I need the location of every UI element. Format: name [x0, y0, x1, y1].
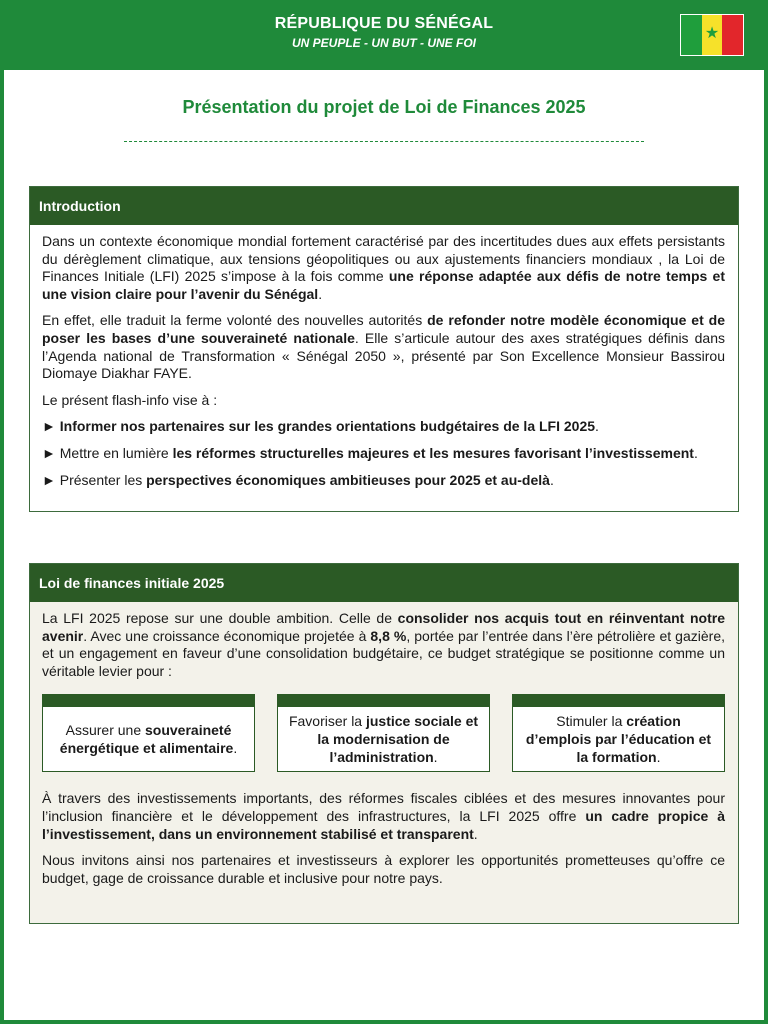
text-run: .: [549, 471, 554, 488]
flag-red-band: [722, 15, 743, 55]
text-run: .: [693, 444, 698, 461]
text-run: .: [595, 418, 599, 435]
lfi-heading: Loi de finances initiale 2025: [30, 564, 738, 602]
card-header-bar: [278, 695, 489, 707]
introduction-paragraph: Le présent flash-info vise à :: [42, 391, 218, 408]
text-run: . Elle s’articule autour des axes stratégiques définis dans l’Agenda national de Transformation « Sénégal 2050 », présenté par Son Excellence Monsieur Bassirou Diomaye Diakhar FAYE.: [42, 329, 726, 382]
text-run: À travers des investissements importants, des réformes fiscales ciblées et des mesures innovantes pour l’inclusion financière et le développement des infrastructures, la LFI 2025 offre: [42, 790, 725, 824]
star-icon: ★: [704, 25, 720, 42]
lfi-paragraph: [42, 610, 725, 680]
lfi-section: [29, 563, 739, 924]
text-run: .: [233, 740, 238, 757]
growth-rate: 8,8 %: [370, 627, 407, 644]
arrow-right-icon: ►: [42, 444, 56, 461]
flag-yellow-band: [702, 15, 723, 55]
text-run: Présenter les: [59, 471, 147, 488]
text-run: .: [433, 749, 438, 766]
text-run: La LFI 2025 repose sur une double ambition. Celle de: [42, 610, 398, 626]
objective-card: [277, 694, 490, 772]
card-header-bar: [513, 695, 724, 707]
emphasis-text: création d’emplois par l’éducation et la formation: [525, 713, 712, 766]
country-name: RÉPUBLIQUE DU SÉNÉGAL: [274, 15, 494, 32]
introduction-section: [29, 186, 739, 512]
list-item: [42, 472, 725, 490]
arrow-right-icon: ►: [42, 471, 56, 488]
introduction-paragraph: [42, 233, 725, 303]
text-run: .: [318, 285, 323, 302]
senegal-flag-icon: [680, 14, 744, 56]
lfi-body: [30, 602, 738, 904]
card-text: [278, 707, 489, 771]
introduction-heading: Introduction: [30, 187, 738, 225]
objective-card: [42, 694, 255, 772]
text-run: Stimuler la: [556, 713, 627, 730]
emphasis-text: souveraineté énergétique et alimentaire: [59, 722, 234, 757]
text-run: . Avec une croissance économique projetée à: [83, 627, 371, 644]
arrow-right-icon: ►: [42, 418, 56, 435]
text-run: Assurer une: [65, 722, 145, 739]
introduction-paragraph: [42, 312, 725, 382]
card-text: [513, 707, 724, 771]
page-title: Présentation du projet de Loi de Finances 2025: [182, 97, 586, 117]
emphasis-text: Informer nos partenaires sur les grandes orientations budgétaires de la LFI 2025: [59, 418, 596, 435]
text-run: .: [656, 749, 661, 766]
emphasis-text: perspectives économiques ambitieuses pour 2025 et au-delà: [146, 471, 550, 488]
text-run: .: [473, 825, 478, 842]
list-item: [42, 445, 725, 463]
card-header-bar: [43, 695, 254, 707]
emphasis-text: justice sociale et la modernisation de l’administration: [317, 713, 479, 766]
objectives-cards: [42, 694, 725, 772]
text-run: Dans un contexte économique mondial fortement caractérisé par des incertitudes dues aux effets persistants du dérèglement climatique, aux tensions géopolitiques ou aux ajustements financiers mondiaux , la Loi de Finances Initiale (LFI) 2025 s’impose à la fois comme: [42, 233, 725, 285]
objective-card: [512, 694, 725, 772]
emphasis-text: de refonder notre modèle économique et de poser les bases d’une souveraineté nationale: [42, 312, 725, 346]
emphasis-text: consolider nos acquis tout en réinventant notre avenir: [42, 610, 725, 644]
header-banner: [0, 0, 768, 70]
emphasis-text: les réformes structurelles majeures et les mesures favorisant l’investissement: [172, 444, 694, 461]
title-divider: [124, 141, 644, 142]
card-text: [43, 707, 254, 771]
lfi-paragraph: Nous invitons ainsi nos partenaires et investisseurs à explorer les opportunités prometteuses qu’offre ce budget, gage de croissance durable et inclusive pour notre pays.: [42, 852, 725, 886]
national-motto: UN PEUPLE - UN BUT - UNE FOI: [291, 36, 476, 50]
emphasis-text: une réponse adaptée aux défis de notre temps et une vision claire pour l’avenir du Sénégal: [42, 268, 725, 302]
text-run: Mettre en lumière: [59, 444, 173, 461]
flag-green-band: [681, 15, 702, 55]
text-run: , portée par l’entrée dans l’ère pétrolière et gazière, et un engagement en faveur d’une consolidation budgétaire, ce budget stratégique se positionne comme un véritable levier pour :: [42, 627, 725, 679]
lfi-paragraph: [42, 790, 725, 843]
introduction-body: [30, 225, 738, 506]
text-run: En effet, elle traduit la ferme volonté des nouvelles autorités: [42, 312, 428, 329]
text-run: Favoriser la: [288, 713, 366, 730]
list-item: [42, 418, 725, 436]
emphasis-text: un cadre propice à l’investissement, dans un environnement stabilisé et transparent: [42, 807, 726, 842]
